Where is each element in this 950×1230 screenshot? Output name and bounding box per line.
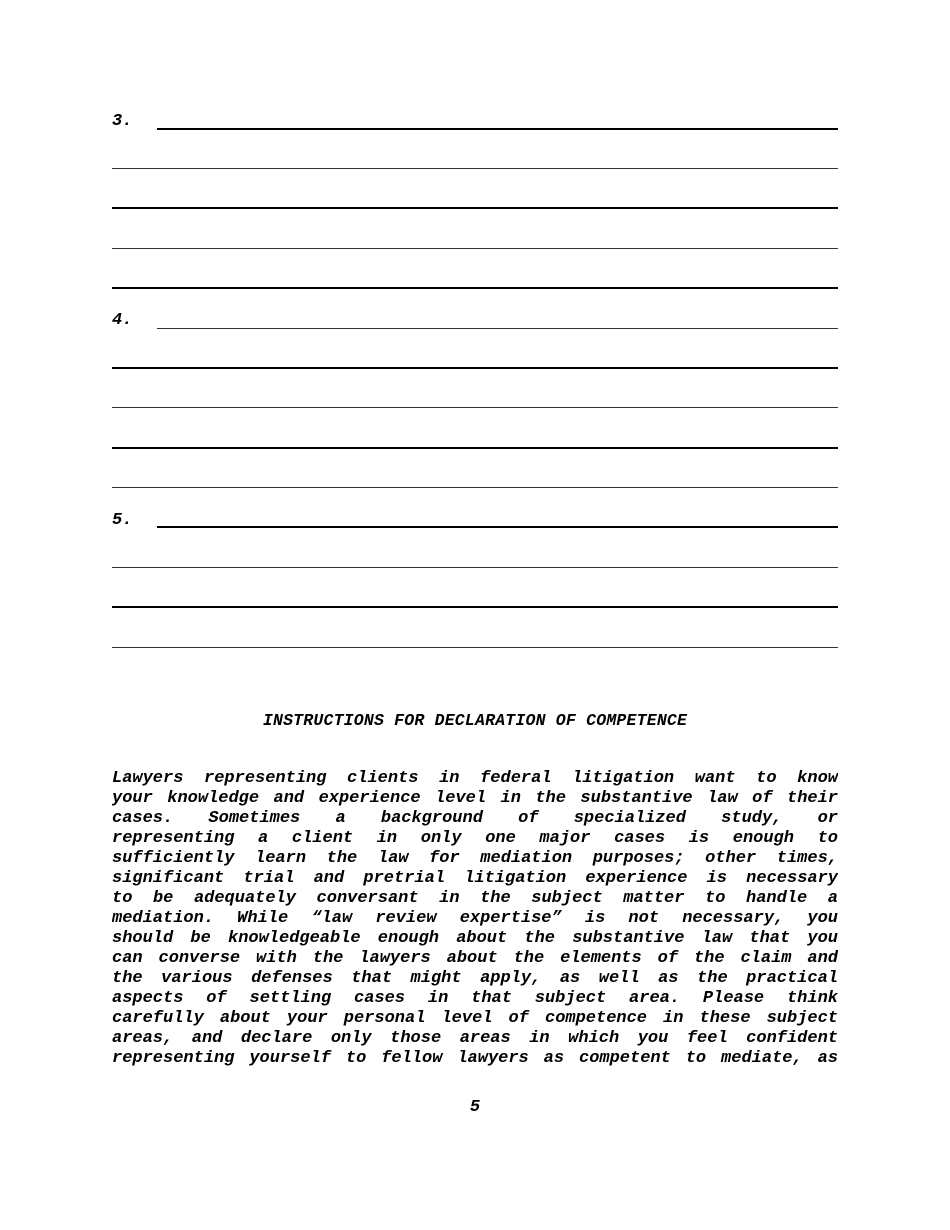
item-4-answer-line-2[interactable]	[112, 367, 838, 369]
instructions-line: mediation. While “law review expertise” is not necessary, you	[112, 909, 838, 928]
item-4-answer-line-4[interactable]	[112, 447, 838, 449]
item-5-answer-line-2[interactable]	[112, 567, 838, 568]
item-3-number: 3.	[112, 112, 133, 131]
instructions-heading: INSTRUCTIONS FOR DECLARATION OF COMPETENCE	[262, 711, 688, 730]
instructions-line: representing a client in only one major cases is enough to	[112, 829, 838, 848]
item-5-answer-line-4[interactable]	[112, 647, 838, 648]
instructions-line: can converse with the lawyers about the elements of the claim and	[112, 949, 838, 968]
item-3-answer-line-2[interactable]	[112, 168, 838, 169]
item-3-answer-line-3[interactable]	[112, 207, 838, 209]
item-3-answer-line-1[interactable]	[157, 128, 838, 130]
item-4-answer-line-1[interactable]	[157, 328, 838, 329]
instructions-line: representing yourself to fellow lawyers as competent to mediate, as	[112, 1049, 838, 1068]
item-3-answer-line-4[interactable]	[112, 248, 838, 249]
item-5-answer-line-1[interactable]	[157, 526, 838, 528]
instructions-line: sufficiently learn the law for mediation purposes; other times,	[112, 849, 838, 868]
instructions-line: to be adequately conversant in the subject matter to handle a	[112, 889, 838, 908]
item-4-number: 4.	[112, 311, 133, 330]
instructions-line: areas, and declare only those areas in which you feel confident	[112, 1029, 838, 1048]
instructions-line: Lawyers representing clients in federal litigation want to know	[112, 769, 838, 788]
item-3-answer-line-5[interactable]	[112, 287, 838, 289]
instructions-line: should be knowledgeable enough about the substantive law that you	[112, 929, 838, 948]
item-4-answer-line-3[interactable]	[112, 407, 838, 408]
instructions-line: cases. Sometimes a background of specialized study, or	[112, 809, 838, 828]
instructions-line: aspects of settling cases in that subject area. Please think	[112, 989, 838, 1008]
instructions-line: significant trial and pretrial litigation experience is necessary	[112, 869, 838, 888]
instructions-line: your knowledge and experience level in the substantive law of their	[112, 789, 838, 808]
item-4-answer-line-5[interactable]	[112, 487, 838, 488]
instructions-body	[112, 769, 838, 1069]
item-5-answer-line-3[interactable]	[112, 606, 838, 608]
page-number: 5	[469, 1098, 481, 1117]
instructions-line: the various defenses that might apply, as well as the practical	[112, 969, 838, 988]
instructions-line: carefully about your personal level of competence in these subject	[112, 1009, 838, 1028]
item-5-number: 5.	[112, 511, 133, 530]
